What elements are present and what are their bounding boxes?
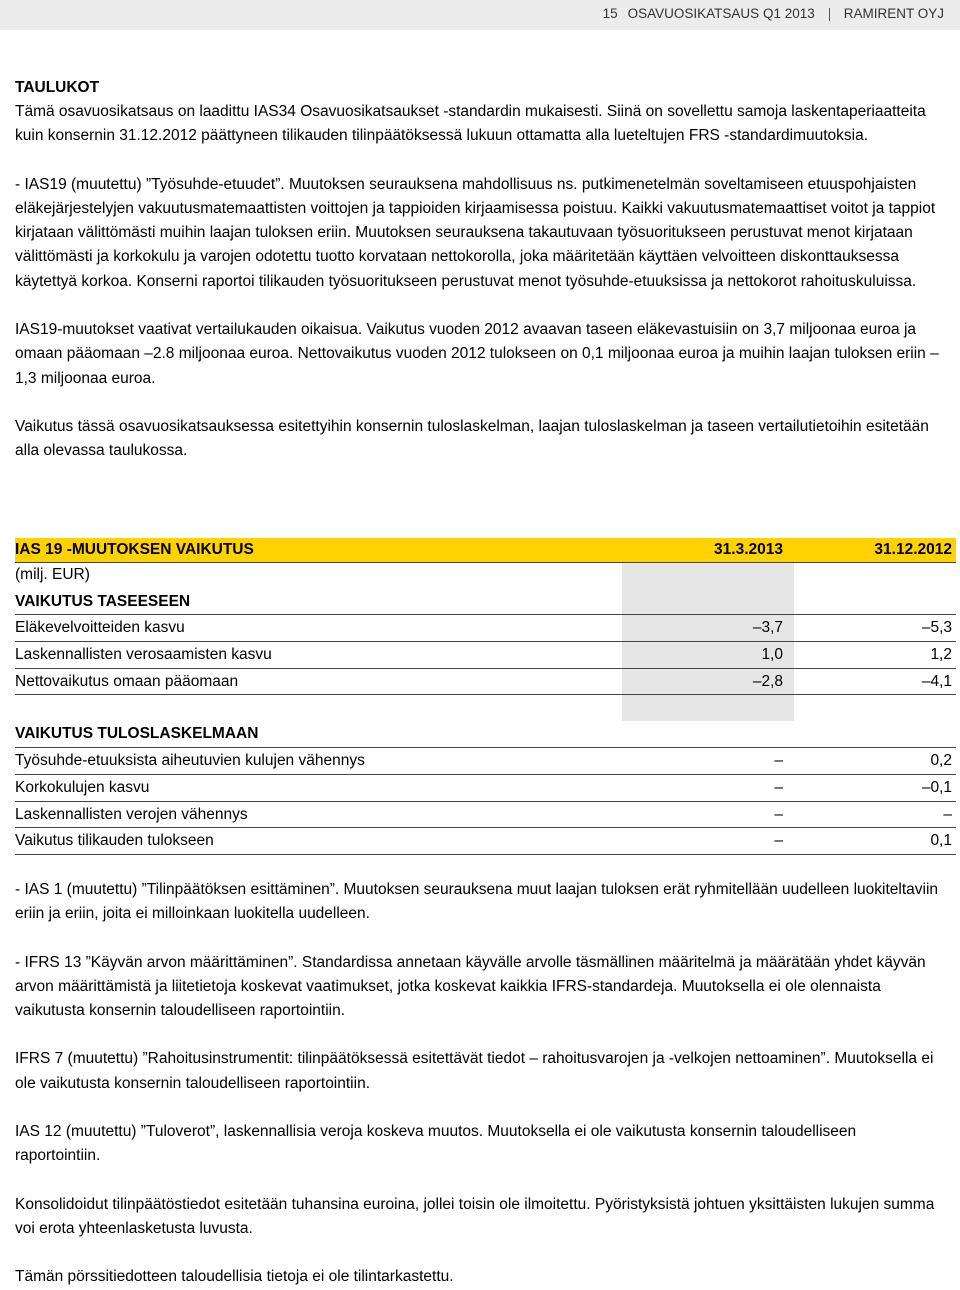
- row-label: Työsuhde-etuuksista aiheutuvien kulujen vähennys: [15, 752, 365, 770]
- balance-heading: VAIKUTUS TASEESEEN: [15, 592, 191, 610]
- ias12-paragraph: IAS 12 (muutettu) ”Tuloverot”, laskennallisia veroja koskeva muutos. Muutoksella ei ole vaikutusta konsernin taloudelliseen raportointiin.: [15, 1123, 857, 1165]
- row-value-q1-2013: 1,0: [761, 646, 783, 664]
- table-row: [15, 828, 956, 855]
- page-header: [0, 0, 960, 30]
- ias19-effect-table: [15, 538, 956, 855]
- header-divider: [829, 8, 830, 21]
- row-value-q1-2013: –: [774, 832, 783, 850]
- rounding-paragraph: Konsolidoidut tilinpäätöstiedot esitetään tuhansina euroina, jollei toisin ole ilmoitettu. Pyöristyksistä johtuen yksittäisten lukujen summa voi erota yhteenlasketusta luvusta.: [15, 1195, 935, 1237]
- ifrs13-paragraph: - IFRS 13 ”Käyvän arvon määrittäminen”. Standardissa annetaan käyvälle arvolle täsmällinen määritelmä ja määrätään yhdet käyvän arvon määrittämistä ja liitetietoja koskevat vaatimukset, jotka koskevat kaikkia IFRS-standardeja. Muutoksella ei ole olennaista vaikutusta konsernin taloudelliseen raportointiin.: [15, 953, 926, 1020]
- row-value-fy-2012: 1,2: [930, 646, 952, 664]
- column-header-q1-2013: 31.3.2013: [714, 541, 783, 558]
- ias1-paragraph: - IAS 1 (muutettu) ”Tilinpäätöksen esittäminen”. Muutoksen seurauksena muut laajan tuloksen erät ryhmitellään uudelleen luokiteltaviin eriin ja eriin, joita ei milloinkaan luokitella uudelleen.: [15, 881, 939, 923]
- table-row: [15, 748, 956, 775]
- table-title: IAS 19 -MUUTOKSEN VAIKUTUS: [15, 541, 254, 558]
- intro-paragraph: Tämä osavuosikatsaus on laadittu IAS34 Osavuosikatsaukset -standardin mukaisesti. Siinä on sovellettu samoja laskentaperiaatteita kuin konsernin 31.12.2012 päättyneen tilikauden tilinpäätöksessä lukuun ottamatta alla lueteltujen FRS -standardimuutoksia.: [15, 103, 926, 145]
- table-row: [15, 802, 956, 829]
- row-label: Laskennallisten verojen vähennys: [15, 805, 248, 823]
- page-number: 15: [602, 6, 618, 21]
- ias19-paragraph: - IAS19 (muutettu) ”Työsuhde-etuudet”. Muutoksen seurauksena mahdollisuus ns. putkimenetelmän soveltamiseen etuuspohjaisten eläkejärjestelyjen vakuutusmatemaattisten voittojen ja tappioiden kirjaamisessa poistuu. Kaikki vakuutusmatemaattiset voitot ja tappiot kirjataan välittömästi muihin laajan tuloksen eriin. Muutoksen seurauksena takautuvaan työsuoritukseen perustuvat menot kirjataan välittömästi ja korkokulu ja varojen odotettu tuotto korvataan nettokorolla, joka määritetään käyttäen velvoitteen diskonttauksessa käytettyä korkoa. Konserni raportoi tilikauden työsuoritukseen perustuvat menot työsuhde-etuuksissa ja nettokorot rahoituskuluissa.: [15, 175, 936, 290]
- table-row: [15, 642, 956, 669]
- row-value-q1-2013: –3,7: [752, 619, 783, 637]
- row-value-fy-2012: –4,1: [921, 672, 952, 690]
- row-value-fy-2012: –0,1: [921, 778, 952, 796]
- row-value-fy-2012: –5,3: [921, 619, 952, 637]
- income-heading-row: [15, 721, 956, 748]
- row-label: Nettovaikutus omaan pääomaan: [15, 672, 239, 690]
- row-value-fy-2012: 0,1: [930, 832, 952, 850]
- unit-label: (milj. EUR): [15, 566, 90, 583]
- table-header-row: [15, 538, 956, 562]
- audit-paragraph: Tämän pörssitiedotteen taloudellisia tietoja ei ole tilintarkastettu.: [15, 1268, 454, 1286]
- table-row: [15, 669, 956, 696]
- column-header-fy-2012: 31.12.2012: [874, 541, 952, 558]
- effect-paragraph: Vaikutus tässä osavuosikatsauksessa esitettyihin konsernin tuloslaskelman, laajan tuloslaskelman ja taseen vertailutietoihin esitetään alla olevassa taulukossa.: [15, 417, 929, 460]
- company-name: RAMIRENT OYJ: [843, 6, 944, 21]
- row-label: Vaikutus tilikauden tulokseen: [15, 832, 214, 850]
- row-value-fy-2012: 0,2: [930, 752, 952, 770]
- table-row: [15, 615, 956, 642]
- income-heading: VAIKUTUS TULOSLASKELMAAN: [15, 725, 259, 743]
- row-label: Laskennallisten verosaamisten kasvu: [15, 646, 272, 664]
- report-title: OSAVUOSIKATSAUS Q1 2013: [627, 6, 815, 21]
- unit-row: [15, 562, 956, 589]
- row-value-q1-2013: –2,8: [752, 672, 783, 690]
- ifrs7-paragraph: IFRS 7 (muutettu) ”Rahoitusinstrumentit: tilinpäätöksessä esitettävät tiedot – rahoitusvarojen ja -velkojen nettoaminen”. Muutoksella ei ole vaikutusta konsernin taloudelliseen raportointiin.: [15, 1050, 934, 1092]
- row-value-q1-2013: –: [774, 778, 783, 796]
- ias19-restatement-paragraph: IAS19-muutokset vaativat vertailukauden oikaisua. Vaikutus vuoden 2012 avaavan taseen eläkevastuisiin on 3,7 miljoonaa euroa ja omaan pääomaan –2.8 miljoonaa euroa. Nettovaikutus vuoden 2012 tulokseen on 0,1 miljoonaa euroa ja muihin laajan tuloksen eriin –1,3 miljoonaa euroa.: [15, 321, 939, 387]
- row-label: Korkokulujen kasvu: [15, 778, 150, 796]
- row-value-q1-2013: –: [774, 805, 783, 823]
- main-content: [15, 76, 945, 464]
- balance-heading-row: [15, 589, 956, 616]
- standards-notes: [15, 878, 945, 1290]
- row-value-fy-2012: –: [943, 805, 952, 823]
- section-title: TAULUKOT: [15, 79, 100, 96]
- row-label: Eläkevelvoitteiden kasvu: [15, 619, 185, 637]
- row-value-q1-2013: –: [774, 752, 783, 770]
- table-row: [15, 775, 956, 802]
